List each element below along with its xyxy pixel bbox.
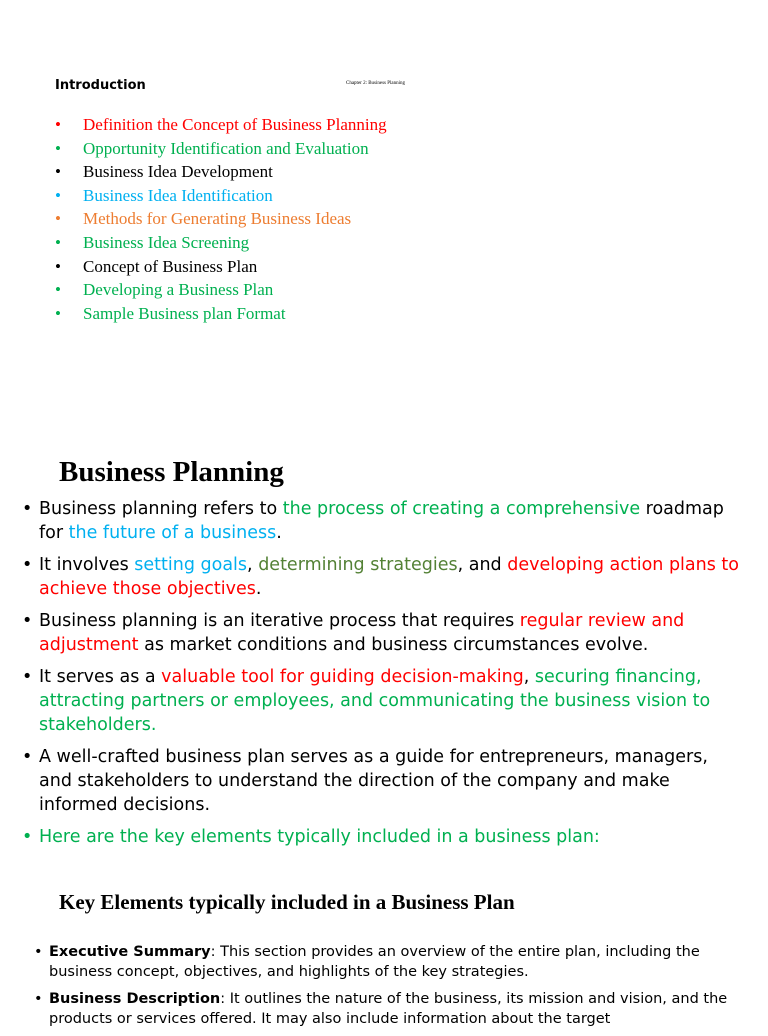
list-item-text: Business Idea Screening xyxy=(83,232,250,252)
bullet-icon: • xyxy=(55,256,61,276)
list-item-text: Methods for Generating Business Ideas xyxy=(83,209,352,229)
list-item xyxy=(22,825,742,849)
text-run: developing action plans to achieve those objectives xyxy=(39,555,739,599)
text-run: roadmap for xyxy=(39,499,724,543)
list-item-text: Developing a Business Plan xyxy=(83,280,274,300)
bullet-icon: • xyxy=(55,232,61,252)
bullet-icon: • xyxy=(22,555,33,575)
slide-header: Chapter 2: Business Planning xyxy=(346,81,406,86)
bullet-icon: • xyxy=(55,280,61,300)
list-item-text: Business Idea Development xyxy=(83,162,273,182)
text-run: Business planning refers to xyxy=(39,499,283,519)
text-run: the future of a business xyxy=(68,523,277,543)
text-run: , and xyxy=(457,555,508,575)
element-label: Business Description xyxy=(49,991,221,1007)
text-run: It serves as a xyxy=(39,667,162,687)
text-run: determining strategies xyxy=(258,555,458,575)
bullet-icon: • xyxy=(55,209,61,229)
list-item xyxy=(22,609,742,657)
text-run: securing financing, attracting partners or employees, and communicating the business vision to stakeholders. xyxy=(39,667,711,735)
bullet-list xyxy=(34,942,734,1036)
list-item xyxy=(55,160,387,184)
list-item xyxy=(22,665,742,737)
bullet-icon: • xyxy=(22,747,33,767)
element-description: : This section provides an overview of the entire plan, including the business concept, objectives, and highlights of the key strategies. xyxy=(49,944,700,980)
bullet-icon: • xyxy=(55,138,61,158)
bullet-icon: • xyxy=(22,667,33,687)
text-run: the process of creating a comprehensive xyxy=(282,499,641,519)
list-item-text: Concept of Business Plan xyxy=(83,256,258,276)
slide-title: Business Planning xyxy=(59,456,284,488)
bullet-icon: • xyxy=(55,162,61,182)
bullet-icon: • xyxy=(55,115,61,134)
list-item-text: Opportunity Identification and Evaluation xyxy=(83,138,369,158)
text-run: It involves xyxy=(39,555,135,575)
text-run: as market conditions and business circumstances evolve. xyxy=(138,635,649,655)
text-run: . xyxy=(255,579,262,599)
text-run: . xyxy=(276,523,282,543)
topic-list xyxy=(55,113,387,325)
text-run: setting goals xyxy=(134,555,248,575)
text-run: Business planning is an iterative process that requires xyxy=(39,611,520,631)
list-item xyxy=(55,113,387,137)
text-run: valuable tool for guiding decision-making xyxy=(161,667,524,687)
slide-title: Key Elements typically included in a Business Plan xyxy=(59,890,515,914)
list-item xyxy=(22,745,742,817)
list-item xyxy=(55,302,387,326)
element-label: Executive Summary xyxy=(49,944,211,960)
list-item xyxy=(22,553,742,601)
list-item xyxy=(55,255,387,279)
bullet-icon: • xyxy=(22,827,33,847)
bullet-icon: • xyxy=(34,991,43,1007)
bullet-list xyxy=(22,497,742,857)
list-item xyxy=(55,231,387,255)
text-run: A well-crafted business plan serves as a guide for entrepreneurs, managers, and stakeholders to understand the direction of the company and make informed decisions. xyxy=(39,747,708,815)
bullet-icon: • xyxy=(34,944,43,960)
slide-title: Introduction xyxy=(55,78,146,93)
text-run: Here are the key elements typically included in a business plan: xyxy=(39,827,600,847)
list-item-text: Business Idea Identification xyxy=(83,185,273,205)
list-item xyxy=(55,278,387,302)
bullet-icon: • xyxy=(22,499,33,519)
list-item-text: Definition the Concept of Business Planning xyxy=(83,115,387,134)
list-item xyxy=(34,989,734,1029)
list-item xyxy=(55,137,387,161)
text-run: , xyxy=(247,555,259,575)
list-item xyxy=(55,184,387,208)
list-item xyxy=(55,207,387,231)
element-description: : It outlines the nature of the business, its mission and vision, and the products or services offered. It may also include information about the target xyxy=(49,991,728,1027)
bullet-icon: • xyxy=(55,303,61,323)
text-run: , xyxy=(523,667,535,687)
list-item-text: Sample Business plan Format xyxy=(83,303,286,323)
bullet-icon: • xyxy=(55,185,61,205)
list-item xyxy=(34,942,734,982)
text-run: regular review and adjustment xyxy=(39,611,685,655)
list-item xyxy=(22,497,742,545)
bullet-icon: • xyxy=(22,611,33,631)
